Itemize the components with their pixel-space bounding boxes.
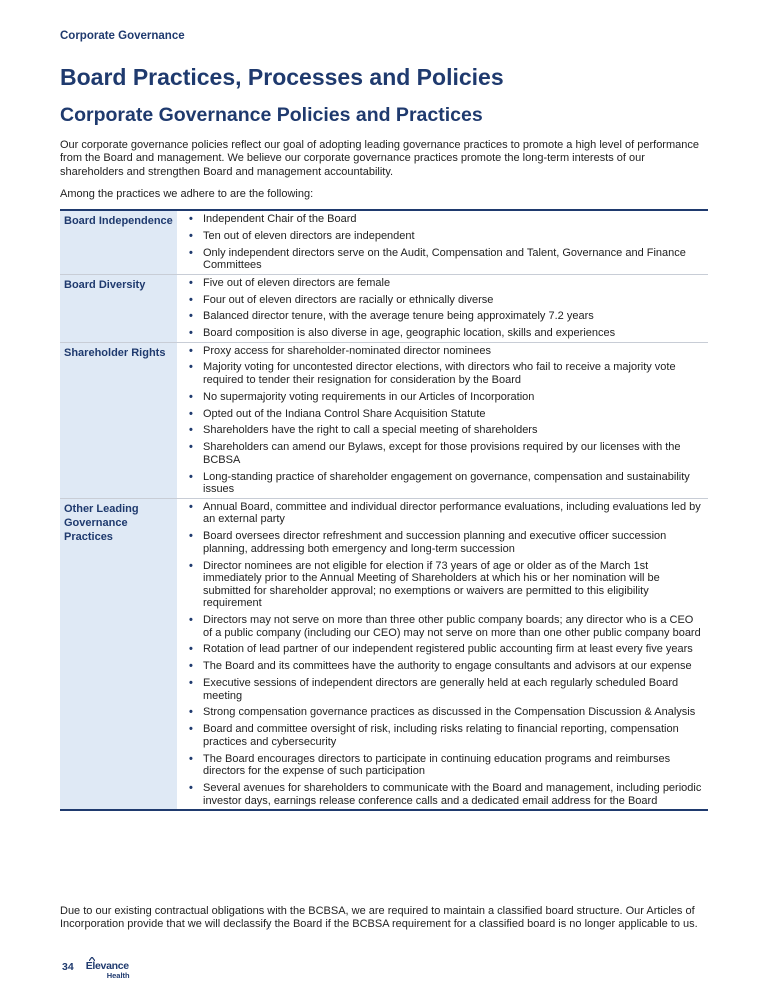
practice-item: • Executive sessions of independent directors are generally held at each regularly scheduled Board meeting [177,677,708,702]
page-subtitle: Corporate Governance Policies and Practices [60,104,483,126]
practice-item: • Director nominees are not eligible for election if 73 years of age or older as of the March 1st immediately prior to the Annual Meeting of Shareholders at which his or her nomination will be submitted for shareholder approval; no exemptions or waivers are permitted to this eligibility requirement [177,560,708,610]
practice-item: • Only independent directors serve on the Audit, Compensation and Talent, Governance and Finance Committees [177,247,708,272]
practice-item: • Balanced director tenure, with the average tenure being approximately 7.2 years [177,310,708,323]
practice-item: • No supermajority voting requirements in our Articles of Incorporation [177,391,708,404]
page-number: 34 [62,961,74,973]
practice-item: • Board composition is also diverse in age, geographic location, skills and experiences [177,327,708,340]
practice-category: Shareholder Rights [60,343,177,498]
practice-item: • Board oversees director refreshment and succession planning and executive officer succession planning, addressing both emergency and long-term succession [177,530,708,555]
practice-item: • Long-standing practice of shareholder engagement on governance, compensation and sustainability issues [177,471,708,496]
practice-row [60,211,708,274]
practice-item: • Majority voting for uncontested director elections, with directors who fail to receive a majority vote required to tender their resignation for consideration by the Board [177,361,708,386]
practice-item: • Opted out of the Indiana Control Share Acquisition Statute [177,408,708,421]
practice-item: • Independent Chair of the Board [177,213,708,226]
practices-table [60,209,708,811]
logo-subword: Health [106,971,130,980]
lead-sentence: Among the practices we adhere to are the following: [60,188,314,200]
practice-item: • The Board encourages directors to participate in continuing education programs and reimburses directors for the expense of such participation [177,753,708,778]
practice-category: Other Leading Governance Practices [60,499,177,809]
practice-item: • Board and committee oversight of risk, including risks relating to financial reporting, compensation practices and cybersecurity [177,723,708,748]
practice-item: • Directors may not serve on more than three other public company boards; any director who is a CEO of a public company (including our CEO) may not serve on more than one other public company board [177,614,708,639]
practice-item: • Strong compensation governance practices as discussed in the Compensation Discussion & Analysis [177,706,708,719]
practice-category: Board Diversity [60,275,177,342]
practice-item: • Rotation of lead partner of our independent registered public accounting firm at least every five years [177,643,708,656]
practice-item: • Shareholders can amend our Bylaws, except for those provisions required by our licenses with the BCBSA [177,441,708,466]
practice-list [177,343,708,498]
practice-item: • Proxy access for shareholder-nominated director nominees [177,345,708,358]
logo-wordmark: Elevance [85,960,129,972]
practice-item: • Shareholders have the right to call a special meeting of shareholders [177,424,708,437]
practice-item: • Four out of eleven directors are racially or ethnically diverse [177,294,708,307]
company-logo [86,957,132,981]
practice-list [177,211,708,274]
practice-row [60,342,708,498]
practice-item: • Five out of eleven directors are female [177,277,708,290]
page-footer [62,957,132,981]
intro-paragraph: Our corporate governance policies reflect our goal of adopting leading governance practices to promote a high level of performance from the Board and management. We believe our corporate governance practices promote the long-term interests of our shareholders and strengthen Board and management accountability. [60,139,699,178]
practice-item: • Several avenues for shareholders to communicate with the Board and management, including periodic investor days, earnings release conference calls and a dedicated email address for the Board [177,782,708,807]
practice-category: Board Independence [60,211,177,274]
practice-list [177,499,708,809]
practice-item: • Annual Board, committee and individual director performance evaluations, including evaluations led by an external party [177,501,708,526]
page-title: Board Practices, Processes and Policies [60,64,504,90]
closing-paragraph: Due to our existing contractual obligations with the BCBSA, we are required to maintain a classified board structure. Our Articles of Incorporation provide that we will declassify the Board if the BCBSA requirement for a classified board is no longer applicable to us. [60,905,698,931]
practice-item: • Ten out of eleven directors are independent [177,230,708,243]
section-label: Corporate Governance [60,30,185,42]
practice-row [60,274,708,342]
practice-item: • The Board and its committees have the authority to engage consultants and advisors at our expense [177,660,708,673]
practice-list [177,275,708,342]
practice-row [60,498,708,809]
